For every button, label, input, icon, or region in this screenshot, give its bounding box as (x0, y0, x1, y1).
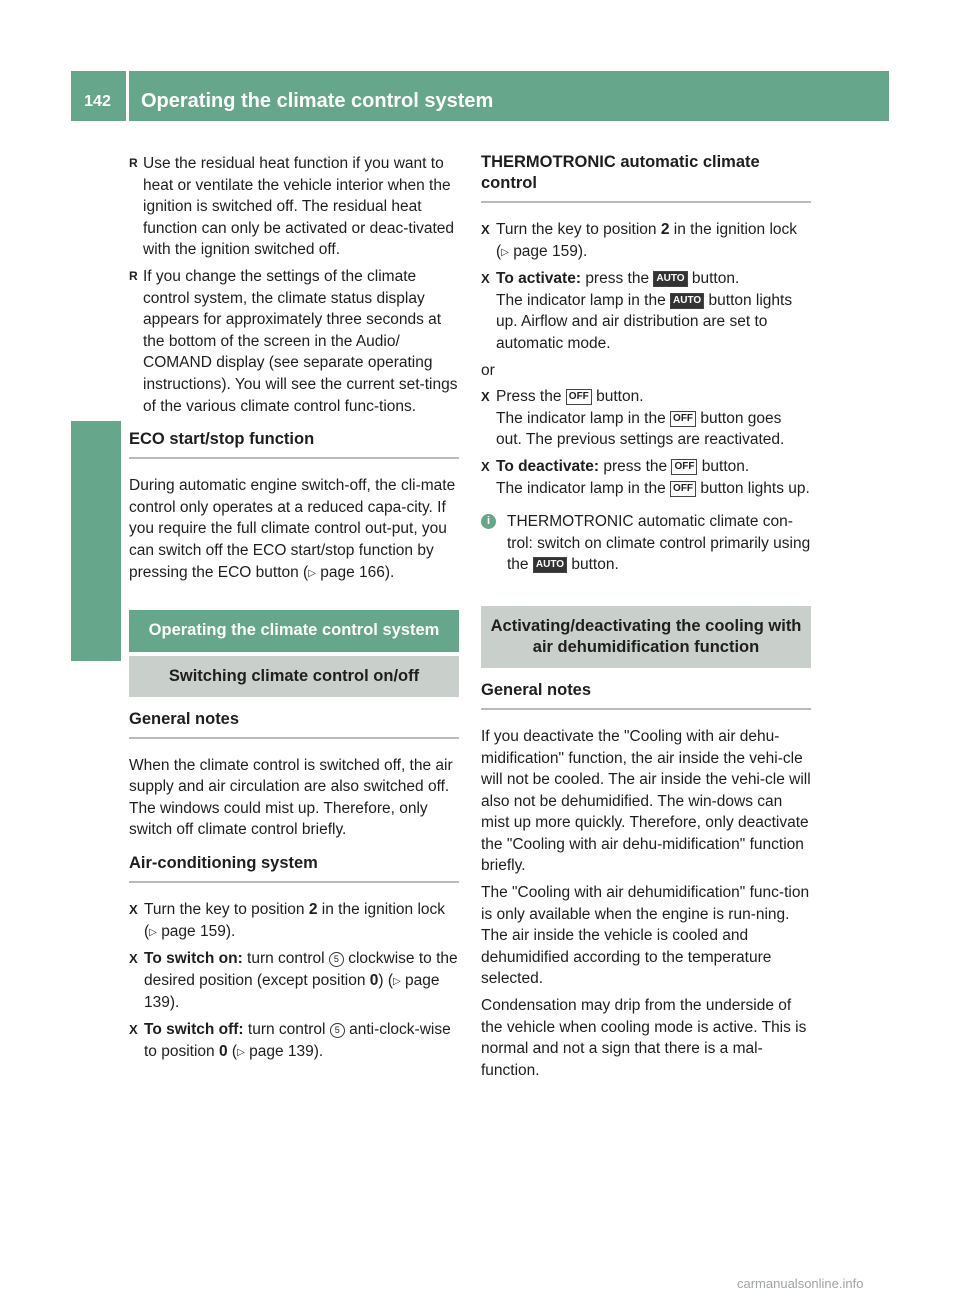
eco-paragraph-text: During automatic engine switch-off, the cli-mate control only operates at a reduced capa-city. If you require the full climate control out-put, you can switch off the ECO start/stop function by pressing the ECO button (129, 477, 456, 581)
info-text: button. (571, 556, 619, 574)
or-text: or (481, 361, 495, 379)
step-text: Turn the key to position (144, 901, 305, 919)
page-link[interactable]: page 139). (144, 971, 440, 1012)
off-button-icon: OFF (671, 459, 697, 475)
step-text: Press the (496, 388, 562, 406)
general-notes-paragraph: When the climate control is switched off, the air supply and air circulation are also switched off. The windows could mist up. Therefore, only switch off climate control briefly. (129, 756, 453, 839)
bullet-climate-status: R If you change the settings of the climate control system, the climate status display appears for approximately three seconds at the bottom of the screen in the Audio/ COMAND display (see separate operating instructions). You will see the current set-tings of the various climate control func-tions. (129, 266, 459, 417)
eco-page-link[interactable]: page 166). (320, 563, 395, 581)
thermo-step-off (481, 386, 811, 451)
general-notes-heading-right: General notes (481, 680, 811, 710)
step-text: button. (596, 388, 644, 406)
page-title: Operating the climate control system (141, 90, 494, 112)
eco-heading: ECO start/stop function (129, 429, 459, 459)
control-number-icon: 5 (330, 1023, 345, 1038)
step-label: To switch off: (144, 1021, 244, 1039)
page-link[interactable]: page 139). (249, 1042, 324, 1060)
step-text: button. (691, 270, 740, 288)
step-label: To activate: (496, 270, 581, 288)
side-section-label-text: Climate control (85, 516, 107, 658)
position-value: 0 (218, 1042, 228, 1060)
step-text: button lights up. (700, 479, 810, 497)
ac-step-switch-off: X To switch off: turn control 5 anti-clock-wise to position 0 (▷ page 139). (129, 1019, 459, 1063)
watermark: carmanualsonline.info (737, 1276, 864, 1291)
position-value: 0 (369, 971, 379, 989)
header-divider (126, 71, 129, 121)
step-text: The indicator lamp in the (496, 409, 666, 427)
section-banner-operating: Operating the climate control system (129, 610, 459, 652)
step-text: button lights up. Airflow and air distribution are set to automatic mode. (496, 291, 793, 352)
step-text: button goes out. The previous settings are reactivated. (496, 409, 785, 449)
ac-step-switch-on: X To switch on: turn control 5 clockwise to the desired position (except position 0) (▷ page 139). (129, 948, 459, 1014)
page-number: 142 (84, 93, 111, 110)
info-text: THERMOTRONIC automatic climate con-trol: switch on climate control primarily using the (507, 513, 811, 574)
sub-banner-switching: Switching climate control on/off (129, 656, 459, 697)
cooling-paragraph-2: The "Cooling with air dehumidification" func-tion is only available when the engine is run-ning. The air inside the vehicle is cooled and dehumidified according to the temperature selected. (481, 884, 810, 988)
step-text: turn control (247, 1021, 326, 1039)
position-value: 2 (660, 221, 670, 238)
page-ref-icon: ▷ (237, 1046, 245, 1058)
right-column (481, 150, 811, 1086)
page-ref-icon: ▷ (501, 246, 509, 258)
page-ref-icon: ▷ (393, 975, 401, 987)
control-number-icon: 5 (329, 952, 344, 967)
step-text: press the (585, 270, 650, 288)
step-label: To deactivate: (496, 457, 600, 475)
auto-button-icon: AUTO (533, 557, 567, 573)
thermo-step-deactivate (481, 456, 811, 499)
off-button-icon: OFF (566, 389, 592, 405)
auto-button-icon: AUTO (653, 271, 687, 287)
ac-heading: Air-conditioning system (129, 853, 459, 883)
step-text: clockwise to the desired position (except position (144, 950, 458, 989)
page-ref-icon: ▷ (308, 567, 316, 579)
step-text: button. (701, 457, 750, 475)
off-button-icon: OFF (670, 411, 696, 427)
off-button-icon: OFF (670, 481, 696, 497)
thermotronic-heading: THERMOTRONIC automatic climate control (481, 152, 811, 203)
step-text: in the ignition lock ( (496, 221, 798, 260)
side-section-label (71, 516, 121, 708)
bullet-residual-heat: R Use the residual heat function if you want to heat or ventilate the vehicle interior when the ignition is switched off. The residual heat function can only be activated or deac-tivated with the ignition switched off. (129, 153, 459, 261)
cooling-paragraph-1: If you deactivate the "Cooling with air dehu-midification" function, the air inside the vehi-cle will not be cooled. The air inside the vehi-cle will also not be dehumidified. The win-dows can mist up more quickly. Therefore, only deactivate the "Cooling with air dehu-midification" function briefly. (481, 727, 811, 875)
sub-banner-cooling: Activating/deactivating the cooling with air dehumidification function (481, 606, 811, 668)
step-text: anti-clock-wise to position (144, 1021, 451, 1060)
eco-paragraph: During automatic engine switch-off, the cli-mate control only operates at a reduced capa-city. If you require the full climate control out-put, you can switch off the ECO start/stop function by pressing the ECO button (▷ page 166). (129, 477, 456, 581)
page-link[interactable]: page 159). (161, 922, 236, 940)
ac-step-ignition (129, 899, 459, 943)
step-text: The indicator lamp in the (496, 291, 666, 309)
step-label: To switch on: (144, 950, 243, 968)
info-note (481, 511, 811, 576)
thermo-step-ignition (481, 219, 811, 263)
step-text: Turn the key to position (496, 221, 657, 238)
page-header (71, 71, 889, 121)
cooling-paragraph-3: Condensation may drip from the underside of the vehicle when cooling mode is active. This is normal and not a sign that there is a mal-function. (481, 997, 807, 1079)
step-text: turn control (247, 950, 325, 968)
step-text: The indicator lamp in the (496, 479, 666, 497)
step-text: press the (603, 457, 668, 475)
step-text: in the ignition lock ( (144, 901, 446, 940)
page-ref-icon: ▷ (149, 926, 157, 938)
auto-button-icon: AUTO (670, 293, 704, 309)
general-notes-heading: General notes (129, 709, 459, 739)
left-column (129, 150, 459, 1068)
thermo-step-activate (481, 268, 811, 354)
position-value: 2 (308, 901, 318, 919)
info-icon: i (481, 514, 496, 529)
page-link[interactable]: page 159). (513, 242, 588, 260)
